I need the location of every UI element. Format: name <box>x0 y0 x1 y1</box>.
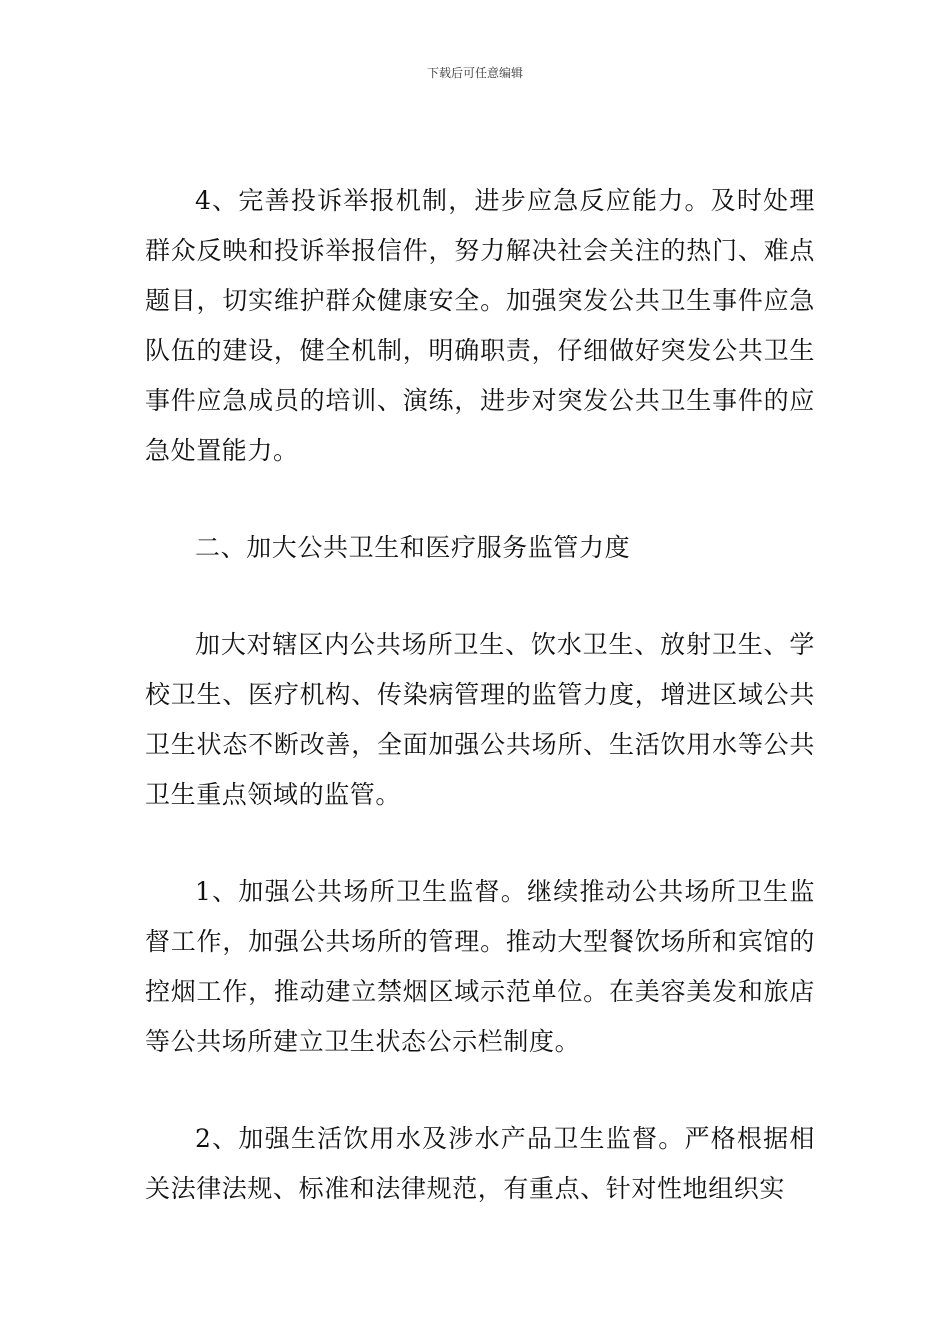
section-heading-supervision: 二、加大公共卫生和医疗服务监管力度 <box>195 533 631 562</box>
paragraph-gap <box>145 573 815 620</box>
document-body <box>145 176 815 1214</box>
paragraph-complaint-mechanism: 4、完善投诉举报机制，进步应急反应能力。及时处理群众反映和投诉举报信件，努力解决社会关注的热门、难点题目，切实维护群众健康安全。加强突发公共卫生事件应急队伍的建设，健全机制，明确职责，仔细做好突发公共卫生事件应急成员的培训、演练，进步对突发公共卫生事件的应急处置能力。 <box>145 186 815 465</box>
paragraph-gap <box>145 820 815 867</box>
paragraph-supervision-scope: 加大对辖区内公共场所卫生、饮水卫生、放射卫生、学校卫生、医疗机构、传染病管理的监管力度，增进区域公共卫生状态不断改善，全面加强公共场所、生活饮用水等公共卫生重点领域的监管。 <box>145 630 815 809</box>
paragraph-drinking-water: 2、加强生活饮用水及涉水产品卫生监督。严格根据相关法律法规、标准和法律规范，有重点、针对性地组织实 <box>145 1124 815 1203</box>
paragraph-gap <box>145 1067 815 1114</box>
paragraph-public-places: 1、加强公共场所卫生监督。继续推动公共场所卫生监督工作，加强公共场所的管理。推动大型餐饮场所和宾馆的控烟工作，推动建立禁烟区域示范单位。在美容美发和旅店等公共场所建立卫生状态公示栏制度。 <box>145 877 815 1056</box>
page-header-note: 下载后可任意编辑 <box>426 66 523 80</box>
paragraph-gap <box>145 476 815 523</box>
